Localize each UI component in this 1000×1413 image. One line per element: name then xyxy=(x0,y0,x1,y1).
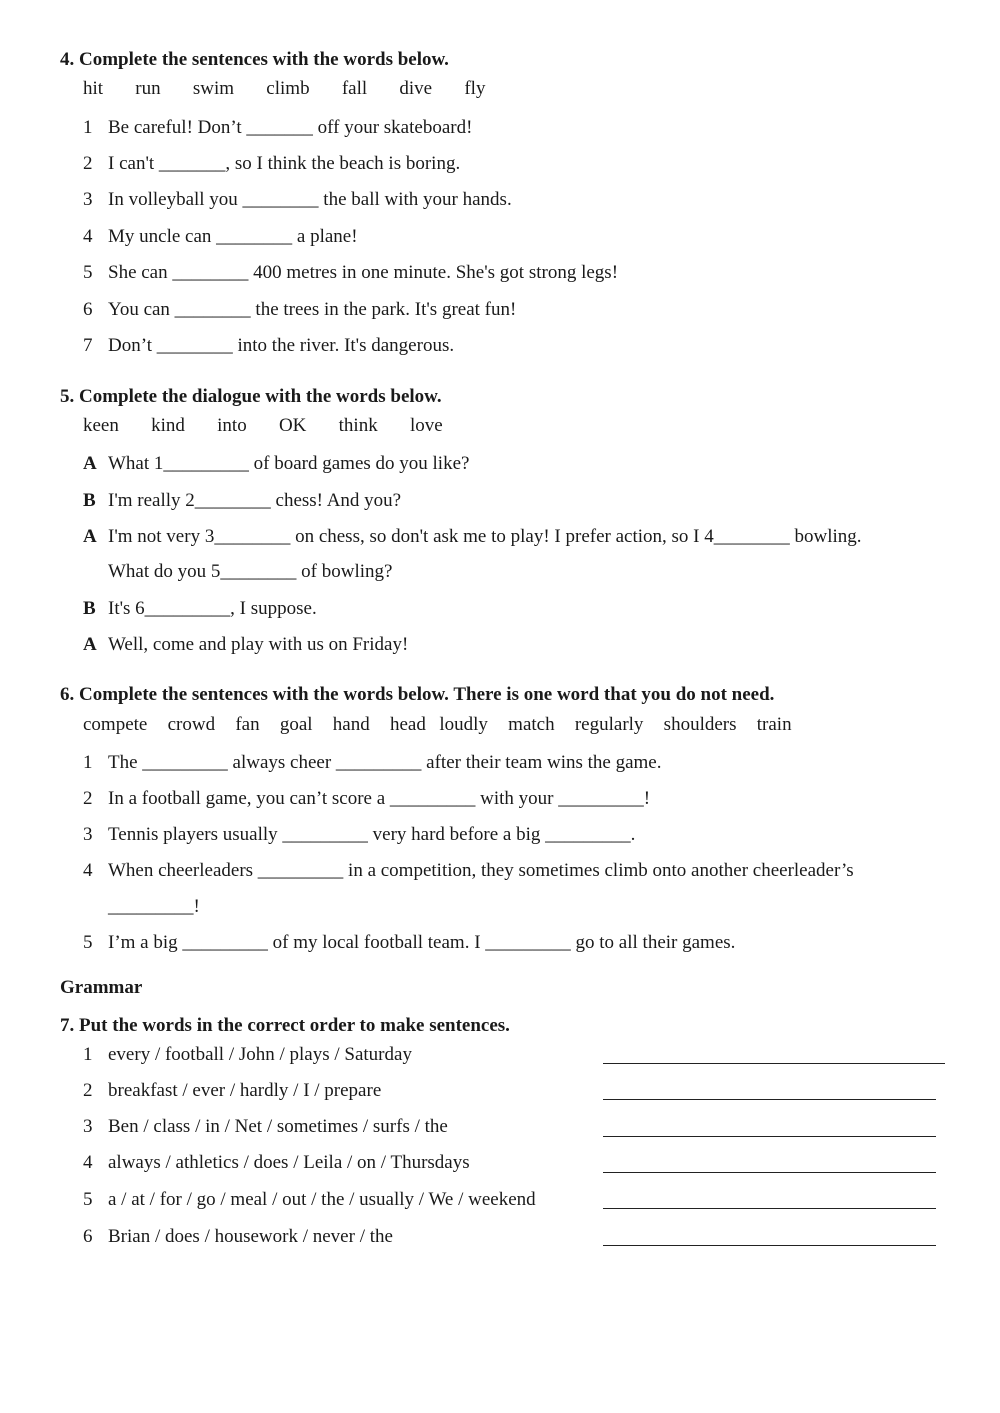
exercise-6-item-number: 3 xyxy=(83,824,93,845)
dialogue-speaker: B xyxy=(83,598,96,619)
exercise-4-item-number: 6 xyxy=(83,299,93,320)
dialogue-speaker: A xyxy=(83,526,97,547)
exercise-6-item-text: When cheerleaders _________ in a competition, they sometimes climb onto another cheerleader’s xyxy=(108,860,854,881)
exercise-4-item-text: Be careful! Don’t _______ off your skateboard! xyxy=(108,117,473,138)
exercise-7-item-number: 6 xyxy=(83,1226,93,1247)
exercise-6-title: 6. Complete the sentences with the words below. There is one word that you do not need. xyxy=(60,684,775,705)
dialogue-line: It's 6_________, I suppose. xyxy=(108,598,317,619)
exercise-4-item-text: My uncle can ________ a plane! xyxy=(108,226,358,247)
exercise-4-item-number: 2 xyxy=(83,153,93,174)
answer-line xyxy=(603,1136,936,1137)
exercise-4-item-text: I can't _______, so I think the beach is boring. xyxy=(108,153,461,174)
exercise-4-item-text: Don’t ________ into the river. It's dangerous. xyxy=(108,335,455,356)
exercise-6-item-text: _________! xyxy=(108,896,200,917)
exercise-7-item-number: 1 xyxy=(83,1044,93,1065)
exercise-7-item-text: Ben / class / in / Net / sometimes / surfs / the xyxy=(108,1116,448,1137)
exercise-7-item-number: 4 xyxy=(83,1152,93,1173)
exercise-7-item-text: a / at / for / go / meal / out / the / usually / We / weekend xyxy=(108,1189,536,1210)
exercise-4-item-text: You can ________ the trees in the park. It's great fun! xyxy=(108,299,517,320)
exercise-6-item-text: The _________ always cheer _________ after their team wins the game. xyxy=(108,752,662,773)
answer-line xyxy=(603,1063,945,1064)
exercise-4-item-number: 7 xyxy=(83,335,93,356)
exercise-4-item-number: 1 xyxy=(83,117,93,138)
exercise-4-title: 4. Complete the sentences with the words below. xyxy=(60,49,449,70)
answer-line xyxy=(603,1099,936,1100)
exercise-4-word-bank: hit run swim climb fall dive fly xyxy=(83,78,486,99)
exercise-7-item-text: breakfast / ever / hardly / I / prepare xyxy=(108,1080,382,1101)
exercise-4-item-text: She can ________ 400 metres in one minute. She's got strong legs! xyxy=(108,262,619,283)
exercise-7-item-number: 2 xyxy=(83,1080,93,1101)
dialogue-line: What do you 5________ of bowling? xyxy=(108,561,393,582)
dialogue-speaker: A xyxy=(83,634,97,655)
dialogue-line: Well, come and play with us on Friday! xyxy=(108,634,409,655)
answer-line xyxy=(603,1245,936,1246)
dialogue-line: I'm not very 3________ on chess, so don't ask me to play! I prefer action, so I 4________ bowling. xyxy=(108,526,862,547)
exercise-4-item-number: 4 xyxy=(83,226,93,247)
exercise-4-item-number: 3 xyxy=(83,189,93,210)
exercise-6-item-number: 5 xyxy=(83,932,93,953)
exercise-5-word-bank: keen kind into OK think love xyxy=(83,415,443,436)
exercise-4-item-text: In volleyball you ________ the ball with your hands. xyxy=(108,189,512,210)
answer-line xyxy=(603,1208,936,1209)
exercise-6-item-text: I’m a big _________ of my local football team. I _________ go to all their games. xyxy=(108,932,736,953)
exercise-5-title: 5. Complete the dialogue with the words below. xyxy=(60,386,442,407)
exercise-6-word-bank: compete crowd fan goal hand head loudly match regularly shoulders train xyxy=(83,714,792,735)
dialogue-speaker: B xyxy=(83,490,96,511)
dialogue-speaker: A xyxy=(83,453,97,474)
dialogue-line: What 1_________ of board games do you like? xyxy=(108,453,470,474)
exercise-6-item-text: Tennis players usually _________ very hard before a big _________. xyxy=(108,824,636,845)
exercise-4-item-number: 5 xyxy=(83,262,93,283)
exercise-7-item-number: 5 xyxy=(83,1189,93,1210)
exercise-6-item-number: 2 xyxy=(83,788,93,809)
exercise-7-item-number: 3 xyxy=(83,1116,93,1137)
answer-line xyxy=(603,1172,936,1173)
exercise-7-item-text: always / athletics / does / Leila / on / Thursdays xyxy=(108,1152,470,1173)
exercise-6-item-number: 1 xyxy=(83,752,93,773)
grammar-heading: Grammar xyxy=(60,977,143,998)
exercise-7-title: 7. Put the words in the correct order to make sentences. xyxy=(60,1015,510,1036)
exercise-7-item-text: every / football / John / plays / Saturday xyxy=(108,1044,412,1065)
dialogue-line: I'm really 2________ chess! And you? xyxy=(108,490,402,511)
exercise-6-item-number: 4 xyxy=(83,860,93,881)
exercise-7-item-text: Brian / does / housework / never / the xyxy=(108,1226,393,1247)
exercise-6-item-text: In a football game, you can’t score a _________ with your _________! xyxy=(108,788,651,809)
